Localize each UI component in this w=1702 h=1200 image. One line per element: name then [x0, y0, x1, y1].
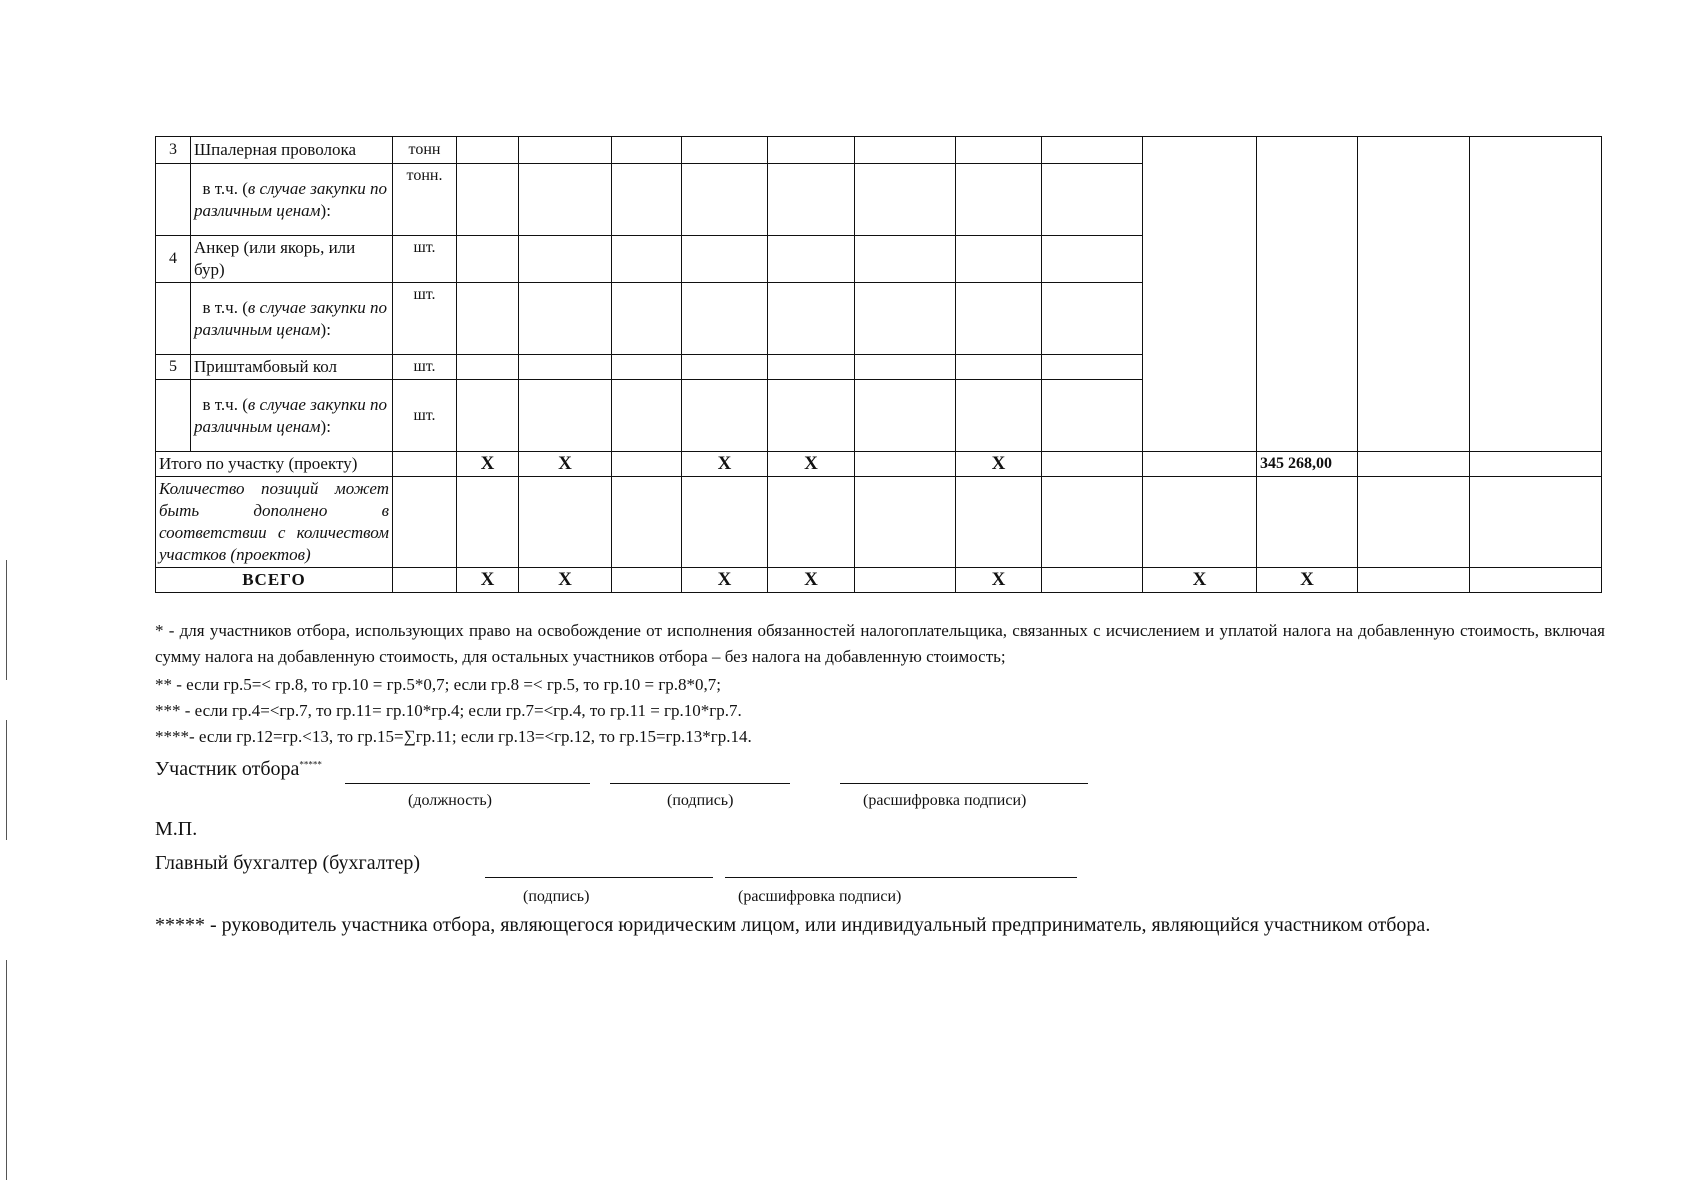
cell: [956, 137, 1042, 164]
cell: [519, 355, 612, 380]
cell: [519, 164, 612, 236]
item-name: Приштамбовый кол: [191, 355, 393, 380]
subtitle-suffix: ):: [320, 200, 331, 220]
cell: [1358, 452, 1470, 477]
cell: [1257, 477, 1358, 568]
subtitle-suffix: ):: [320, 319, 331, 339]
scan-mark: [6, 560, 7, 680]
subtitle-italic: в случае закупки по различным ценам: [194, 297, 388, 339]
section-total-amount: 345 268,00: [1257, 452, 1358, 477]
cell: [612, 164, 682, 236]
subtitle-suffix: ):: [320, 416, 331, 436]
cell: [682, 380, 768, 452]
scan-mark: [6, 720, 7, 840]
cell: [1042, 137, 1143, 164]
footnote-4: ****- если гр.12=гр.<13, то гр.15=∑гр.11; если гр.13=<гр.12, то гр.15=гр.13*гр.14.: [155, 727, 752, 746]
participant-mark: *****: [299, 759, 322, 770]
subtitle-prefix: в т.ч. (: [202, 394, 248, 414]
cell: [855, 355, 956, 380]
cell: [956, 236, 1042, 283]
cell: [1042, 568, 1143, 593]
cell: [1143, 452, 1257, 477]
cell: [855, 452, 956, 477]
item-name: Шпалерная проволока: [191, 137, 393, 164]
row-number: 3: [156, 137, 191, 164]
accountant-label: Главный бухгалтер (бухгалтер): [155, 852, 421, 874]
x-mark: X: [519, 568, 612, 593]
cell: [612, 380, 682, 452]
cell: [768, 236, 855, 283]
cell: [612, 137, 682, 164]
x-mark: X: [457, 568, 519, 593]
cell: [519, 236, 612, 283]
acc-decode-line[interactable]: [725, 877, 1077, 878]
stamp-label: М.П.: [155, 818, 198, 840]
subtitle-italic: в случае закупки по различным ценам: [194, 394, 388, 436]
decode-line[interactable]: [840, 783, 1088, 784]
cell: [682, 164, 768, 236]
x-mark: X: [768, 568, 855, 593]
cell: [768, 477, 855, 568]
item-unit: тонн.: [393, 164, 457, 236]
acc-signature-caption: (подпись): [523, 888, 590, 905]
participant-label: [155, 758, 322, 781]
note-text: Количество позиций может быть дополнено в соответствии с количеством участков (проектов): [156, 477, 393, 568]
signature-caption: (подпись): [667, 792, 734, 809]
cell: [612, 568, 682, 593]
cell: [768, 164, 855, 236]
cell: [768, 380, 855, 452]
footnote-2: ** - если гр.5=< гр.8, то гр.10 = гр.5*0,7; если гр.8 =< гр.5, то гр.10 = гр.8*0,7;: [155, 675, 722, 694]
cell: [682, 283, 768, 355]
cell: [1470, 452, 1602, 477]
cell: [519, 477, 612, 568]
cell: [768, 283, 855, 355]
position-caption: (должность): [408, 792, 492, 809]
signature-line[interactable]: [610, 783, 790, 784]
cell: [682, 477, 768, 568]
cell: [1042, 452, 1143, 477]
cell: [855, 477, 956, 568]
cell: [457, 380, 519, 452]
cell: [612, 283, 682, 355]
cell: [1042, 477, 1143, 568]
cell: [393, 477, 457, 568]
cell: [682, 137, 768, 164]
note-row: [156, 477, 1602, 568]
cell: [682, 355, 768, 380]
cell: [457, 137, 519, 164]
cell: [855, 568, 956, 593]
subtitle-italic: в случае закупки по различным ценам: [194, 178, 388, 220]
cell: [956, 477, 1042, 568]
cell: [457, 164, 519, 236]
cell: [457, 236, 519, 283]
row-number: [156, 380, 191, 452]
x-mark: X: [768, 452, 855, 477]
cell: [457, 477, 519, 568]
cell: [1470, 477, 1602, 568]
cell: [855, 236, 956, 283]
cell: [612, 355, 682, 380]
cell: [855, 164, 956, 236]
item-name: Анкер (или якорь, или бур): [191, 236, 393, 283]
cell: [855, 380, 956, 452]
cell: [612, 452, 682, 477]
section-total-row: [156, 452, 1602, 477]
cell: [768, 355, 855, 380]
footnote-1: * - для участников отбора, использующих право на освобождение от исполнения обязанностей налогоплательщика, связанных с исчислением и уплатой налога на добавленную стоимость, включая сумму налога на добавленную стоимость, для остальных участников отбора – без налога на добавленную стоимость;: [155, 621, 1605, 666]
cell: [956, 355, 1042, 380]
cell: [1042, 380, 1143, 452]
cell: [519, 380, 612, 452]
cell: [956, 164, 1042, 236]
item-subtitle: [191, 380, 393, 452]
cell: [1042, 236, 1143, 283]
document-table: [155, 136, 1602, 593]
row-number: [156, 283, 191, 355]
item-subtitle: [191, 164, 393, 236]
merged-cell: [1470, 137, 1602, 452]
x-mark: X: [519, 452, 612, 477]
cell: [393, 452, 457, 477]
cell: [1358, 568, 1470, 593]
row-number: 5: [156, 355, 191, 380]
cell: [768, 137, 855, 164]
cell: [682, 236, 768, 283]
grand-total-row: [156, 568, 1602, 593]
x-mark: X: [457, 452, 519, 477]
x-mark: X: [682, 452, 768, 477]
scan-mark: [6, 960, 7, 1180]
cell: [855, 137, 956, 164]
item-subtitle: [191, 283, 393, 355]
cell: [1042, 164, 1143, 236]
cell: [457, 355, 519, 380]
item-unit: шт.: [393, 283, 457, 355]
x-mark: X: [1143, 568, 1257, 593]
acc-signature-line[interactable]: [485, 877, 713, 878]
merged-cell: [1257, 137, 1358, 452]
participant-label-text: Участник отбора: [155, 758, 300, 780]
item-unit: шт.: [393, 236, 457, 283]
cell: [1042, 283, 1143, 355]
cell: [855, 283, 956, 355]
merged-cell: [1143, 137, 1257, 452]
cell: [612, 477, 682, 568]
subtitle-prefix: в т.ч. (: [202, 297, 248, 317]
row-number: [156, 164, 191, 236]
cell: [1470, 568, 1602, 593]
cell: [393, 568, 457, 593]
cell: [519, 137, 612, 164]
position-line[interactable]: [345, 783, 590, 784]
footnote-3: *** - если гр.4=<гр.7, то гр.11= гр.10*гр.4; если гр.7=<гр.4, то гр.11 = гр.10*гр.7.: [155, 701, 742, 720]
cell: [1358, 477, 1470, 568]
decode-caption: (расшифровка подписи): [863, 792, 1027, 809]
x-mark: X: [1257, 568, 1358, 593]
cell: [1143, 477, 1257, 568]
x-mark: X: [956, 568, 1042, 593]
subtitle-prefix: в т.ч. (: [202, 178, 248, 198]
acc-decode-caption: (расшифровка подписи): [738, 888, 902, 905]
x-mark: X: [956, 452, 1042, 477]
table-row: [156, 137, 1602, 164]
merged-cell: [1358, 137, 1470, 452]
row-number: 4: [156, 236, 191, 283]
cell: [956, 283, 1042, 355]
cell: [519, 283, 612, 355]
item-unit: тонн: [393, 137, 457, 164]
cell: [956, 380, 1042, 452]
cell: [1042, 355, 1143, 380]
closing-note: ***** - руководитель участника отбора, являющегося юридическим лицом, или индивидуальный предприниматель, являющийся участником отбора.: [155, 914, 1431, 936]
grand-total-label: ВСЕГО: [156, 568, 393, 593]
item-unit: шт.: [393, 380, 457, 452]
cell: [457, 283, 519, 355]
x-mark: X: [682, 568, 768, 593]
cell: [612, 236, 682, 283]
item-unit: шт.: [393, 355, 457, 380]
section-total-label: Итого по участку (проекту): [156, 452, 393, 477]
